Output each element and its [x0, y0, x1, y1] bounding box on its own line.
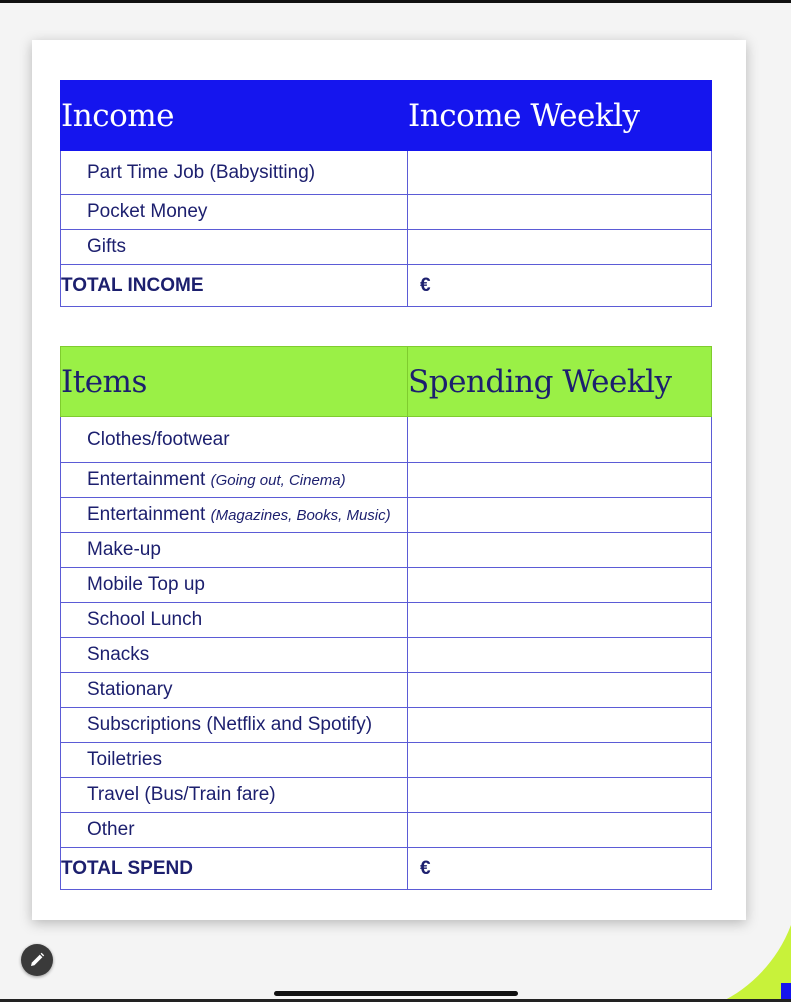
table-row	[61, 498, 712, 533]
value-cell[interactable]	[408, 603, 712, 638]
value-cell[interactable]	[408, 778, 712, 813]
pencil-icon	[29, 952, 45, 968]
table-row	[61, 813, 712, 848]
total-spend-row	[61, 848, 712, 890]
items-header-label: Items	[61, 347, 408, 417]
row-label: Entertainment (Going out, Cinema)	[61, 463, 408, 498]
value-cell[interactable]	[408, 498, 712, 533]
value-cell[interactable]	[408, 533, 712, 568]
table-row	[61, 151, 712, 195]
row-label: Toiletries	[61, 743, 408, 778]
table-row	[61, 673, 712, 708]
income-header-label: Income	[61, 81, 408, 151]
row-label: Part Time Job (Babysitting)	[61, 151, 408, 195]
value-cell[interactable]	[408, 463, 712, 498]
table-row	[61, 463, 712, 498]
value-cell[interactable]	[408, 743, 712, 778]
table-row	[61, 603, 712, 638]
row-label: Gifts	[61, 230, 408, 265]
value-cell[interactable]	[408, 708, 712, 743]
row-label: Stationary	[61, 673, 408, 708]
budget-page	[32, 40, 746, 920]
income-weekly-header: Income Weekly	[408, 81, 712, 151]
table-row	[61, 417, 712, 463]
value-cell[interactable]	[408, 151, 712, 195]
table-row	[61, 533, 712, 568]
total-spend-label: TOTAL SPEND	[61, 848, 408, 890]
row-label: Other	[61, 813, 408, 848]
total-income-row	[61, 265, 712, 307]
value-cell[interactable]	[408, 195, 712, 230]
row-label: Entertainment (Magazines, Books, Music)	[61, 498, 408, 533]
table-row	[61, 568, 712, 603]
row-label: Snacks	[61, 638, 408, 673]
row-label: Pocket Money	[61, 195, 408, 230]
income-table	[60, 80, 712, 307]
row-label: Mobile Top up	[61, 568, 408, 603]
value-cell[interactable]	[408, 568, 712, 603]
row-label: School Lunch	[61, 603, 408, 638]
corner-decoration	[721, 925, 791, 1002]
table-row	[61, 778, 712, 813]
value-cell[interactable]	[408, 230, 712, 265]
top-border	[0, 0, 791, 3]
value-cell[interactable]	[408, 673, 712, 708]
table-row	[61, 743, 712, 778]
table-row	[61, 230, 712, 265]
row-label: Make-up	[61, 533, 408, 568]
table-row	[61, 195, 712, 230]
total-income-value[interactable]: €	[408, 265, 712, 307]
total-income-label: TOTAL INCOME	[61, 265, 408, 307]
row-label: Travel (Bus/Train fare)	[61, 778, 408, 813]
spending-weekly-header: Spending Weekly	[408, 347, 712, 417]
income-header-row	[61, 81, 712, 151]
value-cell[interactable]	[408, 417, 712, 463]
value-cell[interactable]	[408, 638, 712, 673]
edit-button[interactable]	[21, 944, 53, 976]
row-label: Clothes/footwear	[61, 417, 408, 463]
spending-header-row	[61, 347, 712, 417]
value-cell[interactable]	[408, 813, 712, 848]
total-spend-value[interactable]: €	[408, 848, 712, 890]
row-label: Subscriptions (Netflix and Spotify)	[61, 708, 408, 743]
spending-table	[60, 346, 712, 890]
table-row	[61, 638, 712, 673]
home-indicator[interactable]	[274, 991, 518, 996]
table-row	[61, 708, 712, 743]
